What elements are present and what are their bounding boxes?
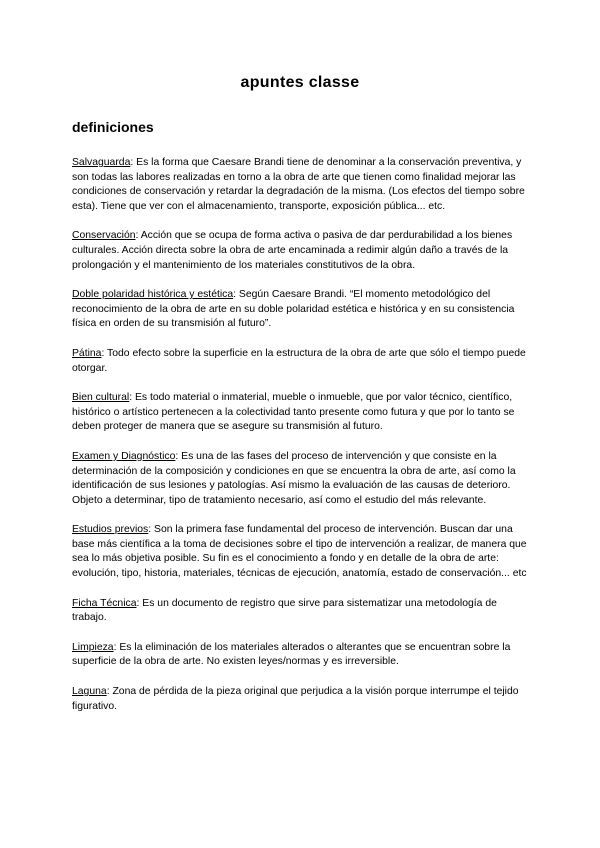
definition-text: : Son la primera fase fundamental del proceso de intervención. Buscan dar una base más científica a la toma de decisiones sobre el tipo de intervención a realizar, de manera que sea lo más objetiva posible. Su fin es el conocimiento a fondo y en detalle de la obra de arte: evolución, tipo, historia, materiales, técnicas de ejecución, anatomía, estado de conservación... etc [72,524,527,580]
definition-term: Pátina [72,347,102,359]
definition-term: Doble polaridad histórica y estética [72,289,234,301]
definition-term: Limpieza [72,641,114,653]
definition-term: Examen y Diagnóstico [72,450,176,462]
definition-ficha-tecnica [72,597,528,626]
definition-limpieza [72,641,528,670]
definition-term: Laguna [72,686,107,698]
definition-text: : Según Caesare Brandi. “El momento metodológico del reconocimiento de la obra de arte en su doble polaridad estética e histórica y en su consistencia física en orden de su transmisión al futuro”. [72,289,515,330]
definition-term: Estudios previos [72,524,149,536]
definition-text: : Acción que se ocupa de forma activa o pasiva de dar perdurabilidad a los bienes culturales. Acción directa sobre la obra de arte encaminada a redimir algún daño a través de la prolongación y el mantenimiento de los materiales constitutivos de la obra. [72,230,513,271]
page-title: apuntes classe [240,74,360,91]
definition-term: Ficha Técnica [72,597,137,609]
definition-term: Bien cultural [72,392,130,404]
definition-text: : Es un documento de registro que sirve para sistematizar una metodología de trabajo. [72,597,497,624]
definition-conservacion [72,229,528,273]
definitions-list [72,156,528,714]
definition-text: : Es la forma que Caesare Brandi tiene de denominar a la conservación preventiva, y son todas las labores realizadas en torno a la obra de arte que tienen como finalidad mejorar las condiciones de conservación y retardar la degradación de la misma. (Los efectos del tiempo sobre esta). Tiene que ver con el almacenamiento, transporte, exposición pública... etc. [72,157,525,212]
definition-text: : Es una de las fases del proceso de intervención y que consiste en la determinación de la composición y condiciones en que se encuentra la obra de arte, así como la identificación de sus lesiones y patologías. Así mismo la evaluación de las causas de deterioro. Objeto a determinar, tipo de tratamiento necesario, así como el estudio del más relevante. [72,450,516,506]
definition-laguna [72,685,528,714]
definition-text: : Zona de pérdida de la pieza original que perjudica a la visión porque interrumpe el tejido figurativo. [72,686,519,712]
definition-examen-diagnostico [72,450,528,508]
definition-doble-polaridad [72,288,528,332]
definition-text: : Todo efecto sobre la superficie en la estructura de la obra de arte que sólo el tiempo puede otorgar. [72,347,526,374]
definition-patina [72,347,528,376]
definition-estudios-previos [72,523,528,581]
definition-bien-cultural [72,391,528,435]
section-heading: definiciones [72,119,154,135]
definition-text: : Es todo material o inmaterial, mueble o inmueble, que por valor técnico, científico, histórico o artístico pertenecen a la colectividad tanto presente como futura y que por lo tanto se deben proteger de manera que se asegure su transmisión al futuro. [72,392,515,433]
definition-term: Salvaguarda [72,157,131,168]
definition-text: : Es la eliminación de los materiales alterados o alterantes que se encuentran sobre la superficie de la obra de arte. No existen leyes/normas y es irreversible. [72,641,511,668]
definition-salvaguarda [72,156,528,214]
definition-term: Conservación [72,230,136,242]
